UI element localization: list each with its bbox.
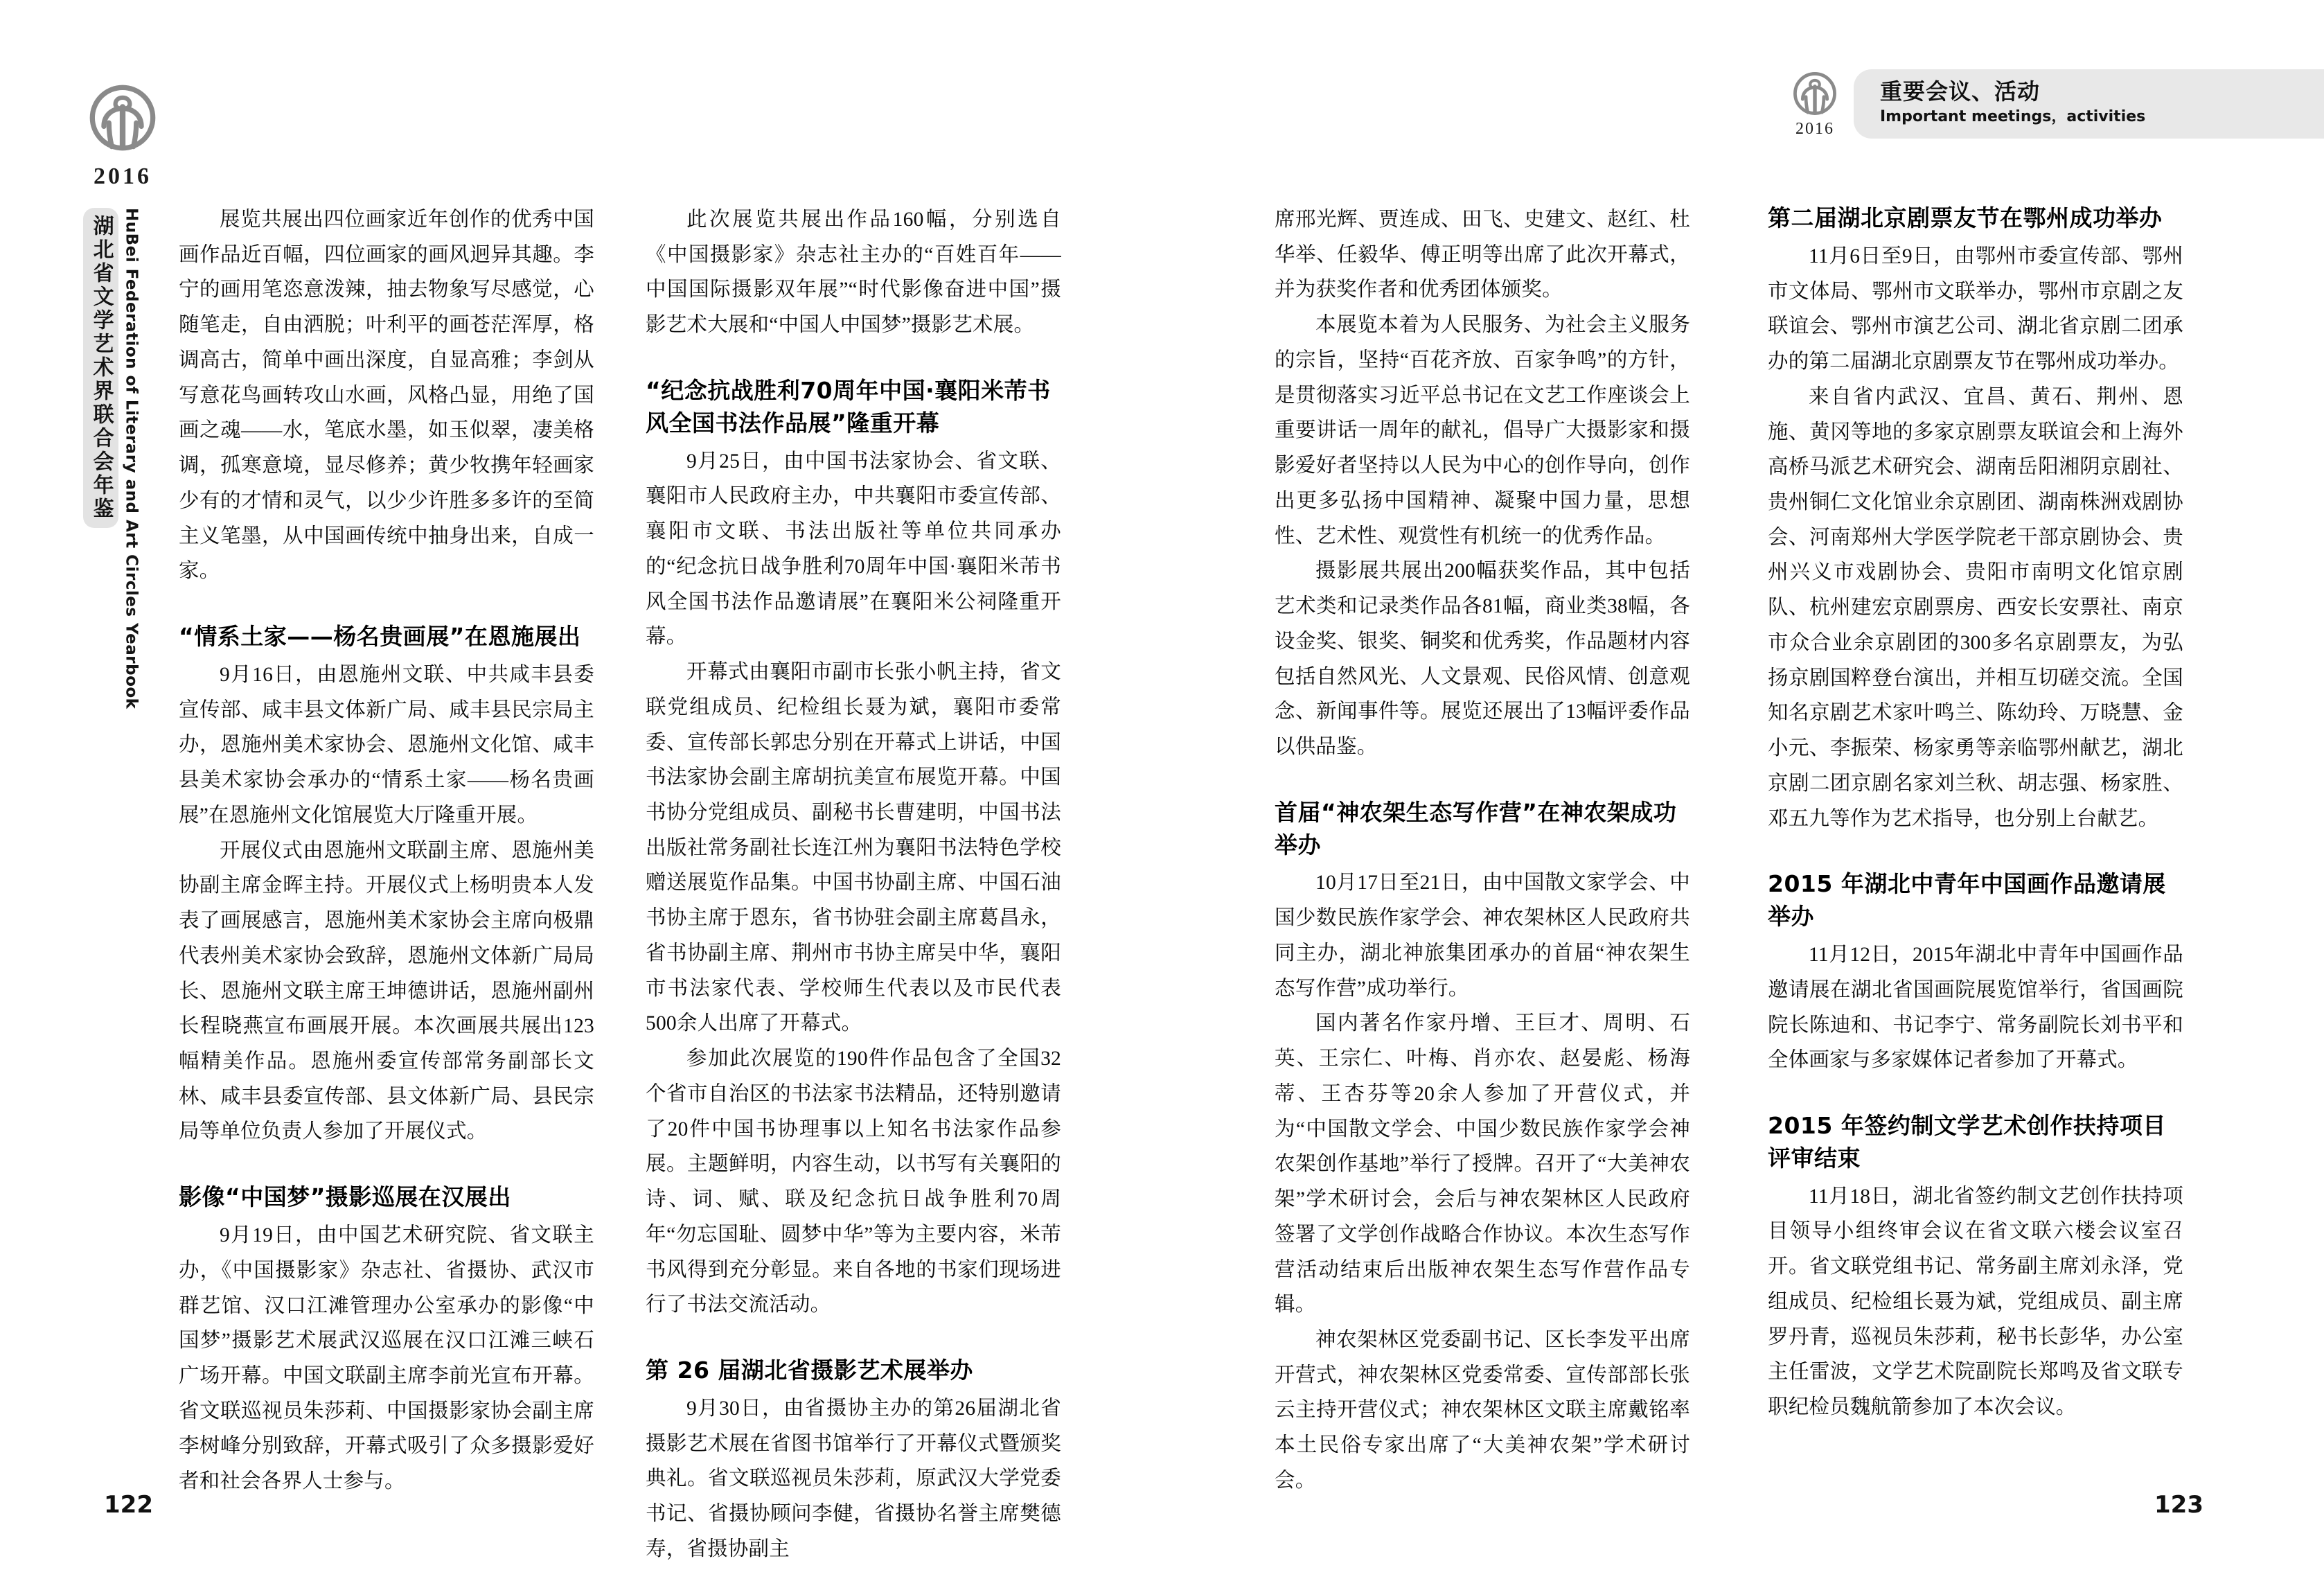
page-number-right: 123	[2154, 1491, 2203, 1519]
article-paragraph: 开幕式由襄阳市副市长张小帆主持，省文联党组成员、纪检组长聂为斌，襄阳市委常委、宣传部长郭忠分别在开幕式上讲话，中国书法家协会副主席胡抗美宣布展览开幕。中国书协分党组成员、副秘书长曹建明，中国书法出版社常务副社长连江州为襄阳书法特色学校赠送展览作品集。中国书协副主席、中国石油书协主席于恩东，省书协驻会副主席葛昌永，省书协副主席、荆州市书协主席吴中华，襄阳市书法家代表、学校师生代表以及市民代表500余人出席了开幕式。	[646, 661, 1061, 1035]
article-paragraph: 9月19日，由中国艺术研究院、省文联主办，《中国摄影家》杂志社、省摄协、武汉市群艺馆、汉口江滩管理办公室承办的影像“中国梦”摄影艺术展武汉巡展在汉口江滩三峡石广场开幕。中国文联副主席李前光宣布开幕。省文联巡视员朱莎莉、中国摄影家协会副主席李树峰分别致辞，开幕式吸引了众多摄影爱好者和社会各界人士参与。	[179, 1224, 594, 1493]
text-column-2	[646, 202, 1061, 1567]
section-gap	[646, 343, 1061, 375]
article-heading: “情系土家——杨名贵画展”在恩施展出	[179, 623, 581, 651]
article-paragraph: 9月25日，由中国书法家协会、省文联、襄阳市人民政府主办，中共襄阳市委宣传部、襄阳市文联、书法出版社等单位共同承办的“纪念抗日战争胜利70周年中国·襄阳米芾书风全国书法作品邀请展”在襄阳米公祠隆重开幕。	[646, 450, 1061, 649]
section-gap	[1275, 765, 1690, 797]
section-header-bar	[1854, 69, 2324, 139]
page-number-left: 122	[104, 1491, 153, 1519]
article-paragraph: 来自省内武汉、宜昌、黄石、荆州、恩施、黄冈等地的多家京剧票友联谊会和上海外高桥马派艺术研究会、湖南岳阳湘阴京剧社、贵州铜仁文化馆业余京剧团、湖南株洲戏剧协会、河南郑州大学医学院老干部京剧协会、贵州兴义市戏剧协会、贵阳市南明文化馆京剧队、杭州建宏京剧票房、西安长安票社、南京市众合业余京剧团的300多名京剧票友，为弘扬京剧国粹登台演出，并相互切磋交流。全国知名京剧艺术家叶鸣兰、陈幼玲、万晓慧、金小元、李振荣、杨家勇等亲临鄂州献艺，湖北京剧二团京剧名家刘兰秋、胡志强、杨家胜、邓五九等作为艺术指导，也分别上台献艺。	[1768, 385, 2183, 830]
article-paragraph: 神农架林区党委副书记、区长李发平出席开营式，神农架林区党委常委、宣传部部长张云主持开营仪式；神农架林区文联主席戴铭率本土民俗专家出席了“大美神农架”学术研讨会。	[1275, 1329, 1690, 1492]
yearbook-emblem-icon	[1791, 70, 1838, 117]
article-paragraph: 席邢光辉、贾连成、田飞、史建文、赵红、杜华举、任毅华、傅正明等出席了此次开幕式，并为获奖作者和优秀团体颁奖。	[1275, 209, 1690, 301]
article-paragraph: 此次展览共展出作品160幅，分别选自《中国摄影家》杂志社主办的“百姓百年——中国国际摄影双年展”“时代影像奋进中国”摄影艺术大展和“中国人中国梦”摄影艺术展。	[646, 209, 1061, 337]
article-paragraph: 9月30日，由省摄协主办的第26届湖北省摄影艺术展在省图书馆举行了开幕仪式暨颁奖典礼。省文联巡视员朱莎莉，原武汉大学党委书记、省摄协顾问李健，省摄协名誉主席樊德寿，省摄协副主	[646, 1397, 1061, 1560]
text-column-3	[1275, 202, 1690, 1499]
text-column-4	[1768, 202, 2183, 1425]
section-gap	[646, 1323, 1061, 1355]
article-paragraph: 国内著名作家丹增、王巨才、周明、石英、王宗仁、叶梅、肖亦农、赵晏彪、杨海蒂、王杏芬等20余人参加了开营仪式，并为“中国散文学会、中国少数民族作家学会神农架创作基地”举行了授牌。召开了“大美神农架”学术研讨会，会后与神农架林区人民政府签署了文学创作战略合作协议。本次生态写作营活动结束后出版神农架生态写作营作品专辑。	[1275, 1012, 1690, 1316]
article-heading: “纪念抗战胜利70周年中国·襄阳米芾书风全国书法作品展”隆重开幕	[646, 376, 1051, 436]
article-paragraph: 11月6日至9日，由鄂州市委宣传部、鄂州市文体局、鄂州市文联举办，鄂州市京剧之友联谊会、鄂州市演艺公司、湖北省京剧二团承办的第二届湖北京剧票友节在鄂州成功举办。	[1768, 245, 2183, 373]
header-brand-block	[1782, 70, 1848, 139]
article-paragraph: 摄影展共展出200幅获奖作品，其中包括艺术类和记录类作品各81幅，商业类38幅，各设金奖、银奖、铜奖和优秀奖，作品题材内容包括自然风光、人文景观、民俗风情、创意观念、新闻事件等。展览还展出了13幅评委作品以供品鉴。	[1275, 560, 1690, 759]
section-gap	[1768, 836, 2183, 868]
spine-title-english: HuBei Federation of Literary and Art Circles Yearbook	[122, 208, 141, 709]
article-paragraph: 本展览本着为人民服务、为社会主义服务的宗旨，坚持“百花齐放、百家争鸣”的方针，是贯彻落实习近平总书记在文艺工作座谈会上重要讲话一周年的献礼，倡导广大摄影家和摄影爱好者坚持以人民为中心的创作导向，创作出更多弘扬中国精神、凝聚中国力量，思想性、艺术性、观赏性有机统一的优秀作品。	[1275, 314, 1690, 547]
article-heading: 影像“中国梦”摄影巡展在汉展出	[179, 1183, 511, 1211]
section-gap	[179, 1149, 594, 1181]
article-heading: 首届“神农架生态写作营”在神农架成功举办	[1275, 798, 1677, 858]
article-paragraph: 开展仪式由恩施州文联副主席、恩施州美协副主席金晖主持。开展仪式上杨明贵本人发表了画展感言，恩施州美术家协会主席向极鼎代表州美术家协会致辞，恩施州文体新广局局长、恩施州文联主席王坤德讲话，恩施州副州长程晓燕宣布画展开展。本次画展共展出123幅精美作品。恩施州委宣传部常务副部长文林、咸丰县委宣传部、县文体新广局、县民宗局等单位负责人参加了开展仪式。	[179, 839, 594, 1143]
spine-title-chinese: 湖北省文学艺术界联合会年鉴	[83, 208, 118, 528]
article-heading: 2015 年签约制文学艺术创作扶持项目评审结束	[1768, 1112, 2166, 1172]
article-heading: 第 26 届湖北省摄影艺术展举办	[646, 1357, 973, 1384]
article-heading: 第二届湖北京剧票友节在鄂州成功举办	[1768, 204, 2163, 231]
section-title-english: Important meetings，activities	[1880, 108, 2146, 125]
article-paragraph: 10月17日至21日，由中国散文家学会、中国少数民族作家学会、神农架林区人民政府共同主办，湖北神旅集团承办的首届“神农架生态写作营”成功举行。	[1275, 872, 1690, 1000]
text-column-1	[179, 202, 594, 1499]
section-title-chinese: 重要会议、活动	[1880, 78, 2041, 105]
article-paragraph: 11月18日，湖北省签约制文艺创作扶持项目领导小组终审会议在省文联六楼会议室召开。省文联党组书记、常务副主席刘永泽，党组成员、纪检组长聂为斌，党组成员、副主席罗丹青，巡视员朱莎莉，秘书长彭华，办公室主任雷波，文学艺术院副院长郑鸣及省文联专职纪检员魏航箭参加了本次会议。	[1768, 1185, 2183, 1419]
article-paragraph: 展览共展出四位画家近年创作的优秀中国画作品近百幅，四位画家的画风迥异其趣。李宁的画用笔恣意泼辣，抽去物象写尽感觉，心随笔走，自由洒脱；叶利平的画苍茫浑厚，格调高古，简单中画出深度，自显高雅；李剑从写意花鸟画转攻山水画，风格凸显，用绝了国画之魂——水，笔底水墨，如玉似翠，凄美格调，孤寒意境，显尽修养；黄少牧携年轻画家少有的才情和灵气，以少少许胜多多许的至简主义笔墨，从中国画传统中抽身出来，自成一家。	[179, 209, 594, 583]
section-gap	[1768, 1078, 2183, 1110]
section-header	[1782, 69, 2324, 139]
article-paragraph: 9月16日，由恩施州文联、中共咸丰县委宣传部、咸丰县文体新广局、咸丰县民宗局主办，恩施州美术家协会、恩施州文化馆、咸丰县美术家协会承办的“情系土家——杨名贵画展”在恩施州文化馆展览大厅隆重开展。	[179, 663, 594, 827]
brand-year: 2016	[94, 164, 152, 189]
yearbook-brand-block	[78, 82, 168, 190]
article-paragraph: 参加此次展览的190件作品包含了全国32个省市自治区的书法家书法精品，还特别邀请了20件中国书协理事以上知名书法家作品参展。主题鲜明，内容生动，以书写有关襄阳的诗、词、赋、联及纪念抗日战争胜利70周年“勿忘国耻、圆梦中华”等为主要内容，米芾书风得到充分彰显。来自各地的书家们现场进行了书法交流活动。	[646, 1048, 1061, 1316]
yearbook-emblem-icon	[87, 82, 159, 154]
article-paragraph: 11月12日，2015年湖北中青年中国画作品邀请展在湖北省国画院展览馆举行，省国画院院长陈迪和、书记李宁、常务副院长刘书平和全体画家与多家媒体记者参加了开幕式。	[1768, 944, 2183, 1072]
article-heading: 2015 年湖北中青年中国画作品邀请展举办	[1768, 870, 2166, 930]
spine-title-block	[83, 208, 141, 709]
section-gap	[179, 589, 594, 621]
header-year: 2016	[1795, 119, 1834, 138]
